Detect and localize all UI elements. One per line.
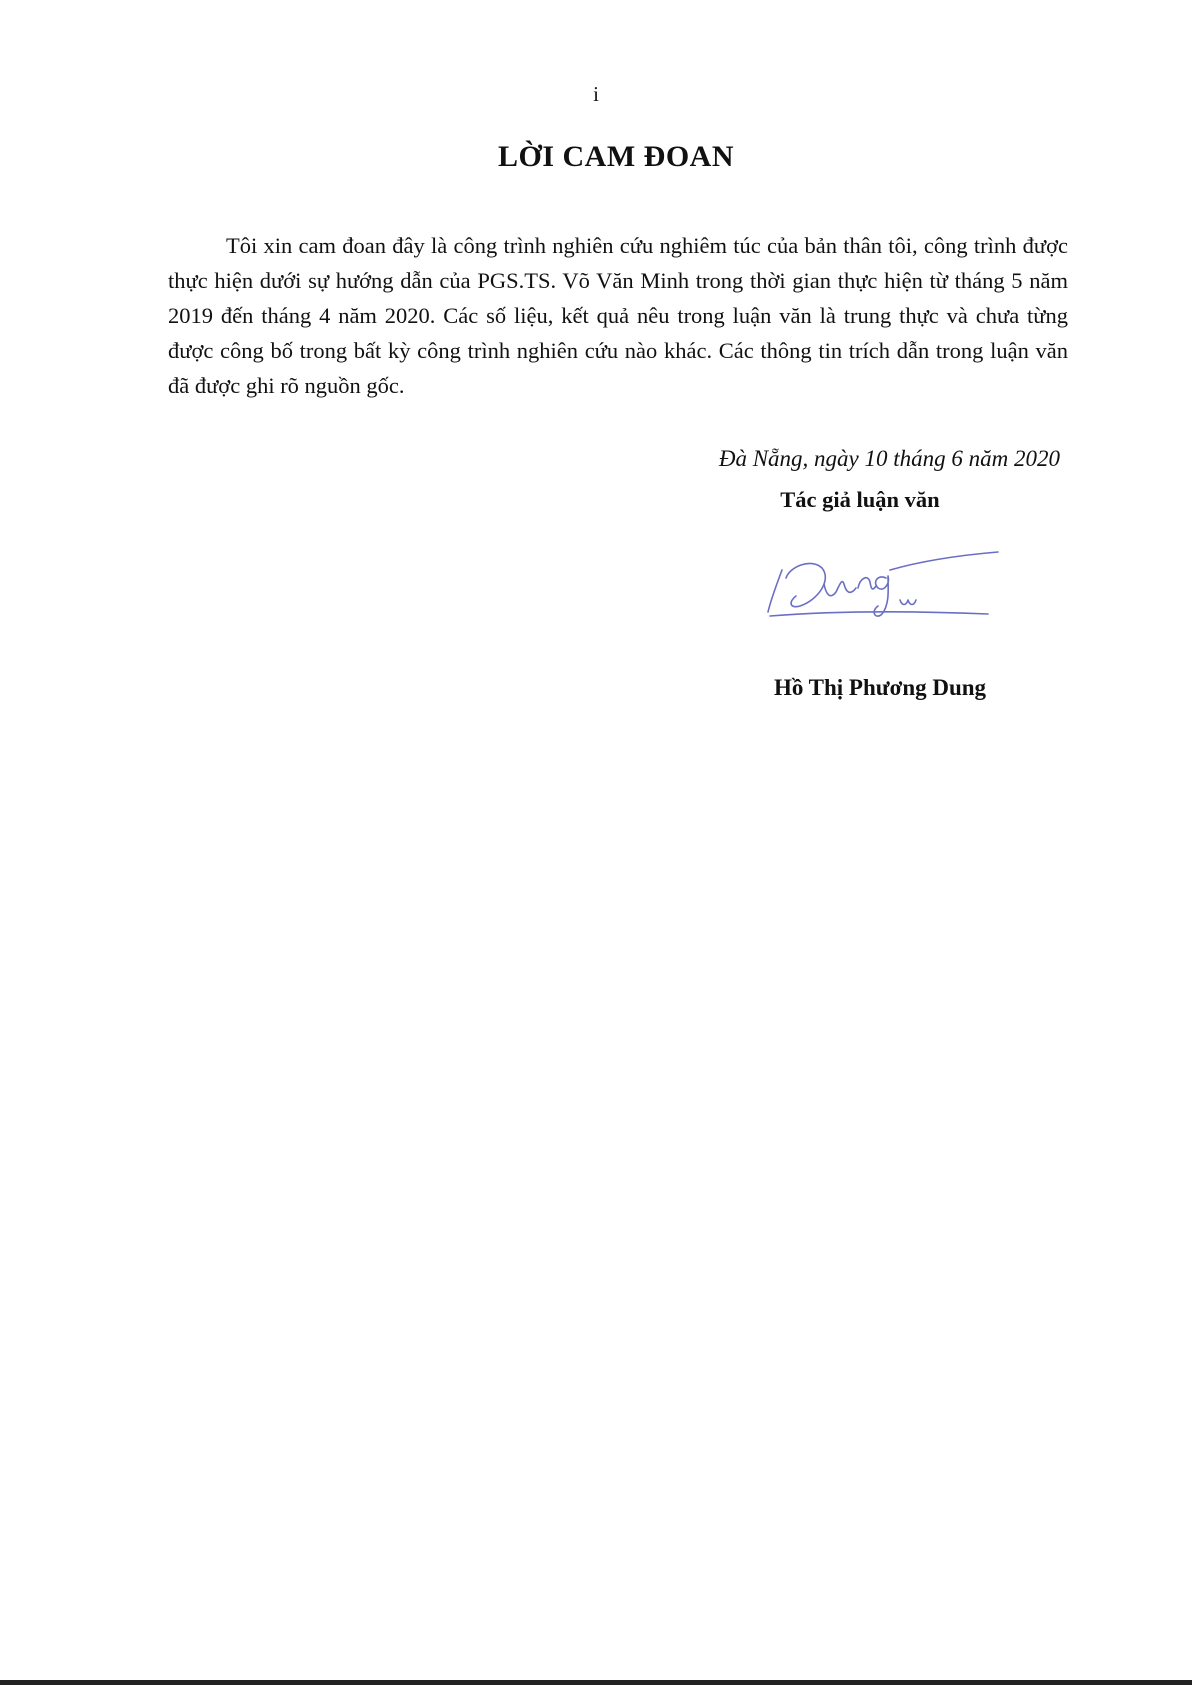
declaration-paragraph: Tôi xin cam đoan đây là công trình nghiên cứu nghiêm túc của bản thân tôi, công trình được thực hiện dưới sự hướng dẫn của PGS.TS. Võ Văn Minh trong thời gian thực hiện từ tháng 5 năm 2019 đến tháng 4 năm 2020. Các số liệu, kết quả nêu trong luận văn là trung thực và chưa từng được công bố trong bất kỳ công trình nghiên cứu nào khác. Các thông tin trích dẫn trong luận văn đã được ghi rõ nguồn gốc.: [168, 233, 1068, 398]
page-title: LỜI CAM ĐOAN: [498, 140, 734, 173]
handwritten-signature: [760, 548, 1010, 628]
bottom-border: [0, 1680, 1192, 1685]
date-place-line: Đà Nẵng, ngày 10 tháng 6 năm 2020: [718, 446, 1060, 471]
author-role-label: Tác giả luận văn: [780, 487, 940, 512]
author-name: Hồ Thị Phương Dung: [773, 675, 987, 700]
page-number: i: [593, 82, 599, 106]
